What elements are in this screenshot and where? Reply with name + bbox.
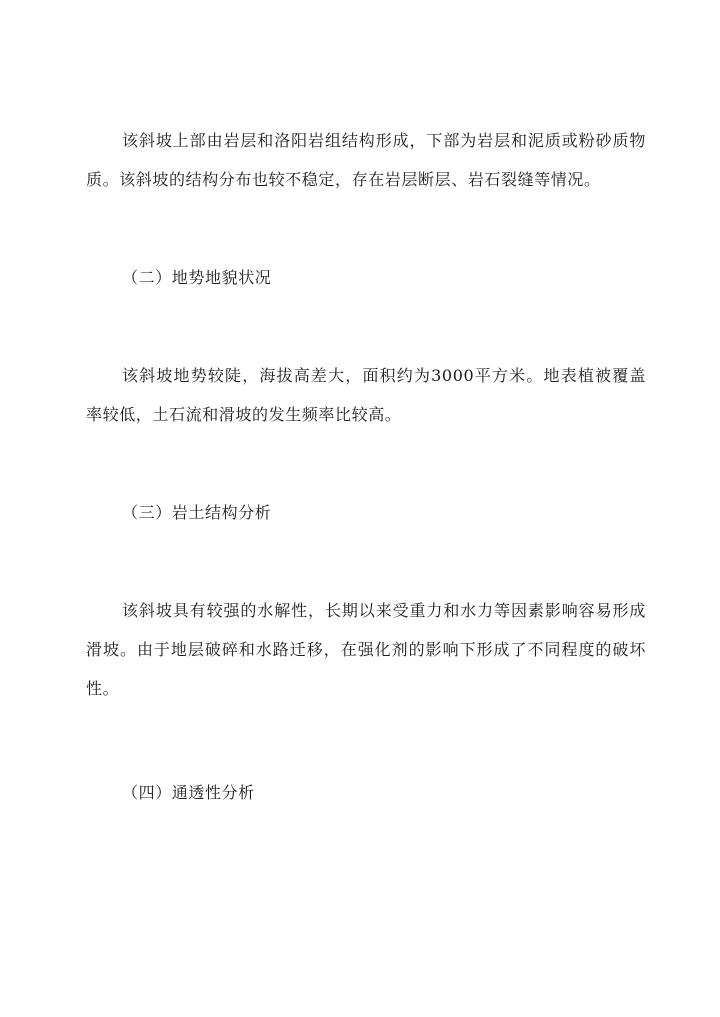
section-heading-terrain: （二）地势地貌状况 <box>122 268 272 287</box>
paragraph-slope-structure: 该斜坡上部由岩层和洛阳岩组结构形成，下部为岩层和泥质或粉砂质物质。该斜坡的结构分布也较不稳定，存在岩层断层、岩石裂缝等情况。 <box>86 131 646 189</box>
paragraph-terrain: 该斜坡地势较陡，海拔高差大，面积约为3000平方米。地表植被覆盖率较低，土石流和滑坡的发生频率比较高。 <box>86 366 646 424</box>
section-heading-rock-soil: （三）岩土结构分析 <box>122 503 272 522</box>
section-heading-permeability: （四）通透性分析 <box>122 783 255 802</box>
paragraph-rock-soil: 该斜坡具有较强的水解性，长期以来受重力和水力等因素影响容易形成滑坡。由于地层破碎和水路迁移，在强化剂的影响下形成了不同程度的破坏性。 <box>86 601 646 698</box>
